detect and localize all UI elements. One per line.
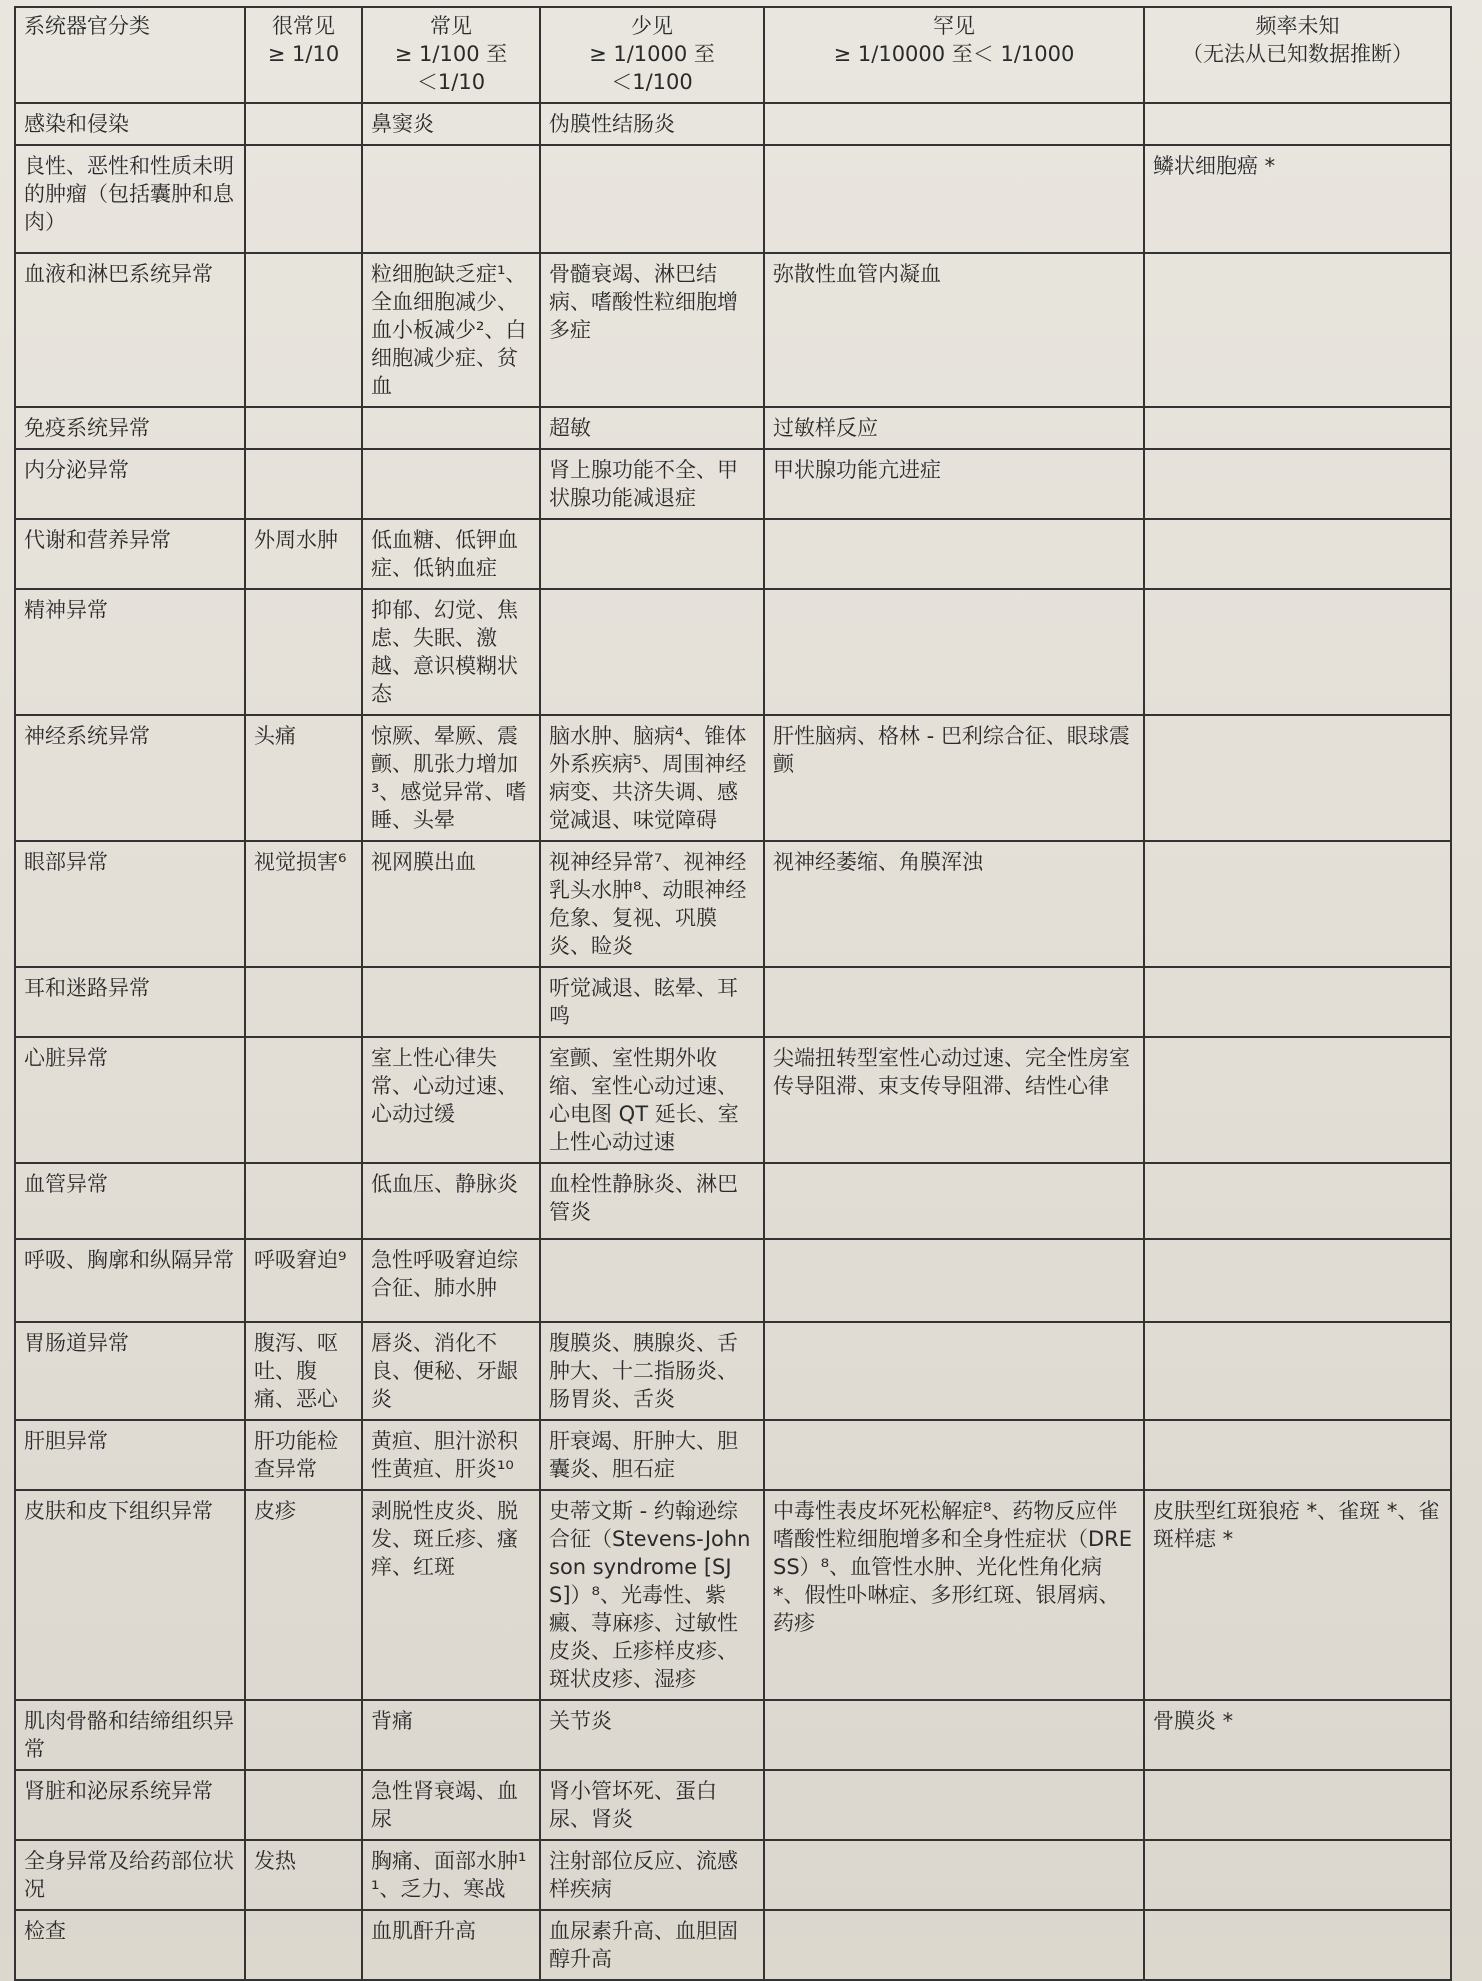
- cell-common: 低血压、静脉炎: [362, 1163, 540, 1239]
- cell-uncommon: 史蒂文斯 - 约翰逊综合征（Stevens-Johnson syndrome [SJS]）⁸、光毒性、紫癜、荨麻疹、过敏性皮炎、丘疹样皮疹、斑状皮疹、湿疹: [540, 1490, 764, 1700]
- cell-rare: 尖端扭转型室性心动过速、完全性房室传导阻滞、束支传导阻滞、结性心律: [764, 1037, 1144, 1163]
- cell-rare: [764, 589, 1144, 715]
- table-row: [15, 449, 1451, 519]
- cell-common: 胸痛、面部水肿¹¹、乏力、寒战: [362, 1840, 540, 1910]
- cell-very-common: [245, 1770, 362, 1840]
- cell-organ-class: 肌肉骨骼和结缔组织异常: [15, 1700, 245, 1770]
- column-header-uncommon: [540, 7, 764, 103]
- cell-common: [362, 967, 540, 1037]
- cell-common: [362, 449, 540, 519]
- cell-rare: [764, 967, 1144, 1037]
- table-row: [15, 1420, 1451, 1490]
- table-row: [15, 1700, 1451, 1770]
- cell-common: 剥脱性皮炎、脱发、斑丘疹、瘙痒、红斑: [362, 1490, 540, 1700]
- cell-uncommon: 关节炎: [540, 1700, 764, 1770]
- cell-organ-class: 良性、恶性和性质未明的肿瘤（包括囊肿和息肉）: [15, 145, 245, 253]
- column-header-line: （无法从已知数据推断）: [1182, 42, 1413, 66]
- cell-organ-class: 耳和迷路异常: [15, 967, 245, 1037]
- cell-organ-class: 肾脏和泌尿系统异常: [15, 1770, 245, 1840]
- cell-very-common: [245, 253, 362, 407]
- cell-rare: 过敏样反应: [764, 407, 1144, 449]
- column-header-line: ≥ 1/10: [267, 42, 340, 66]
- table-row: [15, 967, 1451, 1037]
- table-row: [15, 841, 1451, 967]
- cell-rare: 视神经萎缩、角膜浑浊: [764, 841, 1144, 967]
- cell-rare: [764, 1770, 1144, 1840]
- cell-frequency-unknown: [1144, 253, 1451, 407]
- cell-rare: 甲状腺功能亢进症: [764, 449, 1144, 519]
- cell-common: 低血糖、低钾血症、低钠血症: [362, 519, 540, 589]
- cell-uncommon: 肾上腺功能不全、甲状腺功能减退症: [540, 449, 764, 519]
- cell-very-common: 头痛: [245, 715, 362, 841]
- column-header-line: 很常见: [272, 14, 335, 38]
- column-header-line: ＜1/10: [416, 70, 486, 94]
- cell-frequency-unknown: [1144, 449, 1451, 519]
- table-row: [15, 1910, 1451, 1980]
- cell-uncommon: 肝衰竭、肝肿大、胆囊炎、胆石症: [540, 1420, 764, 1490]
- cell-frequency-unknown: [1144, 715, 1451, 841]
- cell-frequency-unknown: 骨膜炎 *: [1144, 1700, 1451, 1770]
- cell-rare: [764, 1840, 1144, 1910]
- cell-common: 鼻窦炎: [362, 103, 540, 145]
- cell-rare: [764, 1700, 1144, 1770]
- cell-rare: [764, 1910, 1144, 1980]
- cell-uncommon: 室颤、室性期外收缩、室性心动过速、心电图 QT 延长、室上性心动过速: [540, 1037, 764, 1163]
- table-row: [15, 715, 1451, 841]
- table-row: [15, 1239, 1451, 1322]
- table-row: [15, 103, 1451, 145]
- cell-organ-class: 全身异常及给药部位状况: [15, 1840, 245, 1910]
- cell-frequency-unknown: [1144, 589, 1451, 715]
- cell-frequency-unknown: 皮肤型红斑狼疮 *、雀斑 *、雀斑样痣 *: [1144, 1490, 1451, 1700]
- cell-rare: [764, 103, 1144, 145]
- cell-organ-class: 神经系统异常: [15, 715, 245, 841]
- cell-organ-class: 内分泌异常: [15, 449, 245, 519]
- cell-uncommon: 视神经异常⁷、视神经乳头水肿⁸、动眼神经危象、复视、巩膜炎、睑炎: [540, 841, 764, 967]
- cell-rare: 弥散性血管内凝血: [764, 253, 1144, 407]
- cell-uncommon: 腹膜炎、胰腺炎、舌肿大、十二指肠炎、肠胃炎、舌炎: [540, 1322, 764, 1420]
- table-row: [15, 1490, 1451, 1700]
- column-header-organ-class: [15, 7, 245, 103]
- cell-very-common: [245, 103, 362, 145]
- cell-frequency-unknown: [1144, 841, 1451, 967]
- cell-organ-class: 精神异常: [15, 589, 245, 715]
- column-header-common: [362, 7, 540, 103]
- cell-organ-class: 感染和侵染: [15, 103, 245, 145]
- cell-organ-class: 肝胆异常: [15, 1420, 245, 1490]
- cell-very-common: [245, 407, 362, 449]
- table-row: [15, 253, 1451, 407]
- cell-frequency-unknown: [1144, 1770, 1451, 1840]
- cell-common: 粒细胞缺乏症¹、全血细胞减少、血小板减少²、白细胞减少症、贫血: [362, 253, 540, 407]
- column-header-line: ≥ 1/100 至: [394, 42, 508, 66]
- cell-common: [362, 407, 540, 449]
- column-header-line: 系统器官分类: [24, 14, 150, 38]
- cell-very-common: [245, 1037, 362, 1163]
- cell-common: 视网膜出血: [362, 841, 540, 967]
- cell-organ-class: 免疫系统异常: [15, 407, 245, 449]
- cell-frequency-unknown: [1144, 1239, 1451, 1322]
- cell-frequency-unknown: [1144, 1840, 1451, 1910]
- cell-uncommon: 伪膜性结肠炎: [540, 103, 764, 145]
- cell-uncommon: [540, 589, 764, 715]
- cell-frequency-unknown: [1144, 407, 1451, 449]
- column-header-frequency-unknown: [1144, 7, 1451, 103]
- cell-frequency-unknown: [1144, 103, 1451, 145]
- cell-very-common: [245, 1910, 362, 1980]
- cell-very-common: [245, 1700, 362, 1770]
- cell-uncommon: 脑水肿、脑病⁴、锥体外系疾病⁵、周围神经病变、共济失调、感觉减退、味觉障碍: [540, 715, 764, 841]
- cell-very-common: 发热: [245, 1840, 362, 1910]
- cell-frequency-unknown: [1144, 519, 1451, 589]
- cell-very-common: [245, 145, 362, 253]
- cell-organ-class: 检查: [15, 1910, 245, 1980]
- cell-organ-class: 胃肠道异常: [15, 1322, 245, 1420]
- column-header-rare: [764, 7, 1144, 103]
- cell-uncommon: 骨髓衰竭、淋巴结病、嗜酸性粒细胞增多症: [540, 253, 764, 407]
- cell-organ-class: 皮肤和皮下组织异常: [15, 1490, 245, 1700]
- table-row: [15, 1163, 1451, 1239]
- table-row: [15, 407, 1451, 449]
- column-header-line: ≥ 1/10000 至＜ 1/1000: [833, 42, 1075, 66]
- cell-rare: [764, 145, 1144, 253]
- table-row: [15, 1322, 1451, 1420]
- cell-common: 急性呼吸窘迫综合征、肺水肿: [362, 1239, 540, 1322]
- adverse-reaction-table: [14, 6, 1452, 1981]
- table-body: [15, 103, 1451, 1980]
- cell-rare: 肝性脑病、格林 - 巴利综合征、眼球震颤: [764, 715, 1144, 841]
- cell-frequency-unknown: [1144, 1420, 1451, 1490]
- cell-frequency-unknown: 鳞状细胞癌 *: [1144, 145, 1451, 253]
- cell-organ-class: 血管异常: [15, 1163, 245, 1239]
- cell-very-common: 呼吸窘迫⁹: [245, 1239, 362, 1322]
- cell-uncommon: 超敏: [540, 407, 764, 449]
- cell-very-common: 腹泻、呕吐、腹痛、恶心: [245, 1322, 362, 1420]
- cell-frequency-unknown: [1144, 1910, 1451, 1980]
- table-header-row: [15, 7, 1451, 103]
- cell-uncommon: [540, 1239, 764, 1322]
- cell-rare: [764, 1163, 1144, 1239]
- cell-rare: [764, 1322, 1144, 1420]
- cell-organ-class: 血液和淋巴系统异常: [15, 253, 245, 407]
- cell-frequency-unknown: [1144, 1163, 1451, 1239]
- cell-rare: [764, 1420, 1144, 1490]
- cell-rare: 中毒性表皮坏死松解症⁸、药物反应伴嗜酸性粒细胞增多和全身性症状（DRESS）⁸、血管性水肿、光化性角化病 *、假性卟啉症、多形红斑、银屑病、药疹: [764, 1490, 1144, 1700]
- cell-frequency-unknown: [1144, 1037, 1451, 1163]
- table-row: [15, 519, 1451, 589]
- column-header-line: 罕见: [933, 14, 975, 38]
- cell-very-common: 皮疹: [245, 1490, 362, 1700]
- cell-common: [362, 145, 540, 253]
- cell-common: 唇炎、消化不良、便秘、牙龈炎: [362, 1322, 540, 1420]
- column-header-line: 频率未知: [1255, 14, 1340, 38]
- cell-uncommon: 血尿素升高、血胆固醇升高: [540, 1910, 764, 1980]
- table-row: [15, 1770, 1451, 1840]
- cell-very-common: [245, 449, 362, 519]
- cell-common: 室上性心律失常、心动过速、心动过缓: [362, 1037, 540, 1163]
- cell-organ-class: 眼部异常: [15, 841, 245, 967]
- cell-very-common: [245, 1163, 362, 1239]
- table-row: [15, 589, 1451, 715]
- cell-organ-class: 心脏异常: [15, 1037, 245, 1163]
- cell-organ-class: 代谢和营养异常: [15, 519, 245, 589]
- cell-very-common: [245, 589, 362, 715]
- cell-common: 急性肾衰竭、血尿: [362, 1770, 540, 1840]
- cell-rare: [764, 1239, 1144, 1322]
- cell-very-common: 肝功能检查异常: [245, 1420, 362, 1490]
- cell-very-common: 外周水肿: [245, 519, 362, 589]
- cell-uncommon: 注射部位反应、流感样疾病: [540, 1840, 764, 1910]
- cell-uncommon: 血栓性静脉炎、淋巴管炎: [540, 1163, 764, 1239]
- cell-uncommon: 听觉减退、眩晕、耳鸣: [540, 967, 764, 1037]
- cell-organ-class: 呼吸、胸廓和纵隔异常: [15, 1239, 245, 1322]
- cell-rare: [764, 519, 1144, 589]
- table-row: [15, 1037, 1451, 1163]
- cell-uncommon: 肾小管坏死、蛋白尿、肾炎: [540, 1770, 764, 1840]
- cell-common: 惊厥、晕厥、震颤、肌张力增加³、感觉异常、嗜睡、头晕: [362, 715, 540, 841]
- column-header-line: ≥ 1/1000 至: [589, 42, 715, 66]
- cell-uncommon: [540, 519, 764, 589]
- cell-common: 血肌酐升高: [362, 1910, 540, 1980]
- cell-very-common: [245, 967, 362, 1037]
- cell-frequency-unknown: [1144, 967, 1451, 1037]
- cell-uncommon: [540, 145, 764, 253]
- cell-common: 黄疸、胆汁淤积性黄疸、肝炎¹⁰: [362, 1420, 540, 1490]
- table-row: [15, 145, 1451, 253]
- cell-frequency-unknown: [1144, 1322, 1451, 1420]
- column-header-line: ＜1/100: [611, 70, 693, 94]
- table-row: [15, 1840, 1451, 1910]
- column-header-line: 常见: [430, 14, 472, 38]
- cell-very-common: 视觉损害⁶: [245, 841, 362, 967]
- column-header-very-common: [245, 7, 362, 103]
- cell-common: 背痛: [362, 1700, 540, 1770]
- column-header-line: 少见: [631, 14, 673, 38]
- cell-common: 抑郁、幻觉、焦虑、失眠、激越、意识模糊状态: [362, 589, 540, 715]
